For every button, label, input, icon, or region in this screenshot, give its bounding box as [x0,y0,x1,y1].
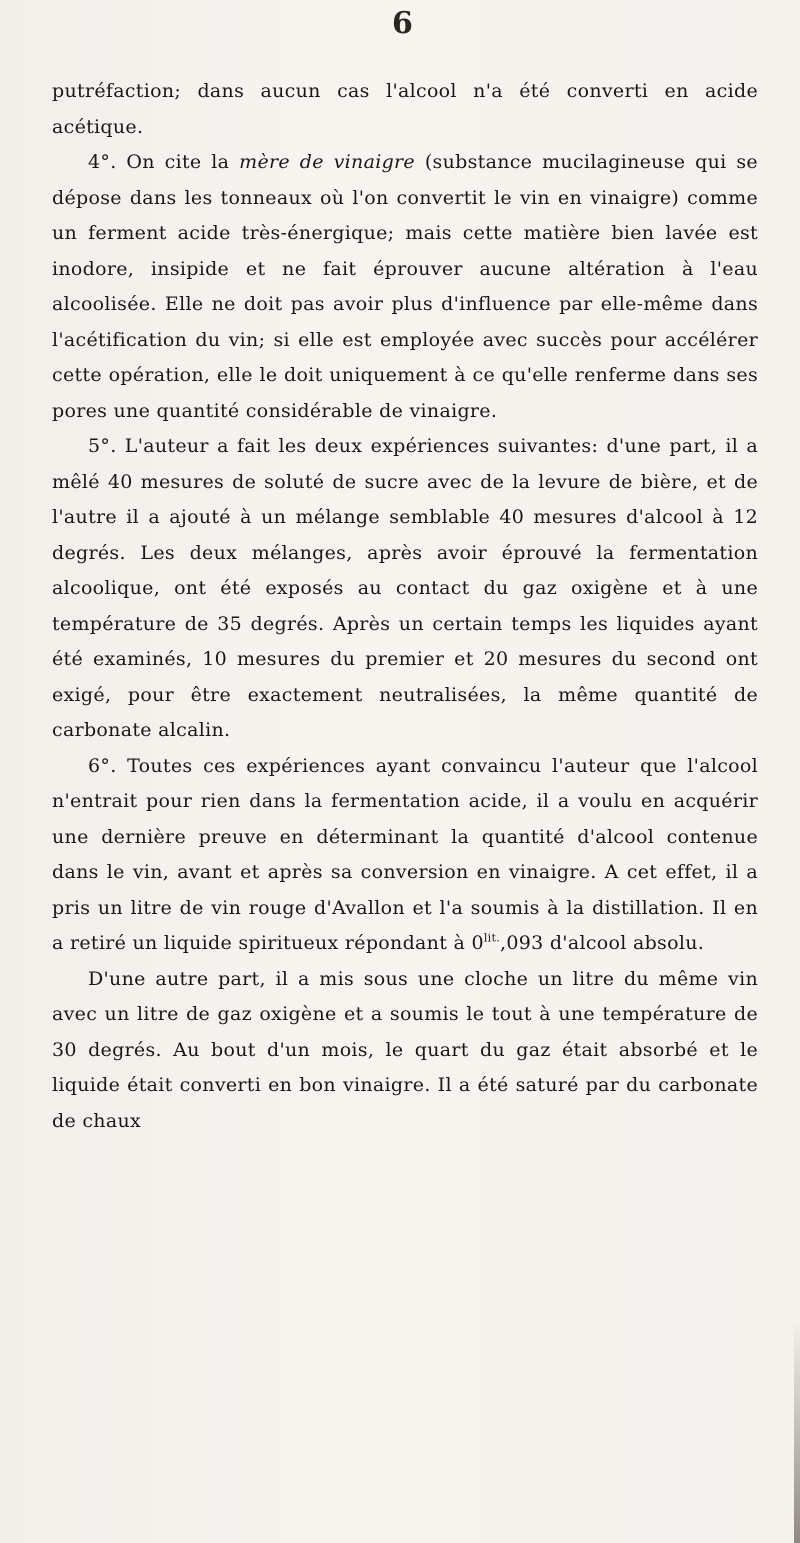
paragraph-text: 5°. L'auteur a fait les deux expériences suivantes: d'une part, il a mêlé 40 mesures de soluté de sucre avec de la levure de bière, et de l'autre il a ajouté à un mélange semblable 40 mesures d'alcool à 12 degrés. Les deux mélanges, après avoir éprouvé la fermentation alcoolique, ont été exposés au contact du gaz oxigène et à une température de 35 degrés. Après un certain temps les liquides ayant été examinés, 10 mesures du premier et 20 mesures du second ont exigé, pour être exactement neutralisées, la même quantité de carbonate alcalin. [52,435,758,741]
paragraph-text: D'une autre part, il a mis sous une cloche un litre du même vin avec un litre de gaz oxigène et a soumis le tout à une température de 30 degrés. Au bout d'un mois, le quart du gaz était absorbé et le liquide était converti en bon vinaigre. Il a été saturé par du carbonate de chaux [52,967,758,1132]
paragraph-6 [52,749,758,962]
paragraph-7 [52,962,758,1140]
page-edge-shadow [794,1320,800,1543]
paragraph-text: (substance mucilagineuse qui se dépose dans les tonneaux où l'on convertit le vin en vinaigre) comme un ferment acide très-énergique; mais cette matière bien lavée est inodore, insipide et ne fait éprouver aucune altération à l'eau alcoolisée. Elle ne doit pas avoir plus d'influence par elle-même dans l'acétification du vin; si elle est employée avec succès pour accélérer cette opération, elle le doit uniquement à ce qu'elle renferme dans ses pores une quantité considérable de vinaigre. [52,151,758,422]
body-text [52,74,758,1139]
paragraph-suffix: ,093 d'alcool absolu. [500,932,705,954]
paragraph-prefix: 4°. On cite la [88,151,240,173]
superscript-unit: lit. [483,931,500,945]
paragraph-text: putréfaction; dans aucun cas l'alcool n'a été converti en acide acétique. [52,80,758,138]
paragraph-4 [52,145,758,429]
paragraph-5 [52,429,758,749]
emphasis-term: mère de vinaigre [239,151,415,173]
page-number: 6 [392,6,413,41]
paragraph-text: 6°. Toutes ces expériences ayant convaincu l'auteur que l'alcool n'entrait pour rien dans la fermentation acide, il a voulu en acquérir une dernière preuve en déterminant la quantité d'alcool contenue dans le vin, avant et après sa conversion en vinaigre. A cet effet, il a pris un litre de vin rouge d'Avallon et l'a soumis à la distillation. Il en a retiré un liquide spiritueux répondant à 0 [52,754,758,954]
paragraph-continuation [52,74,758,145]
